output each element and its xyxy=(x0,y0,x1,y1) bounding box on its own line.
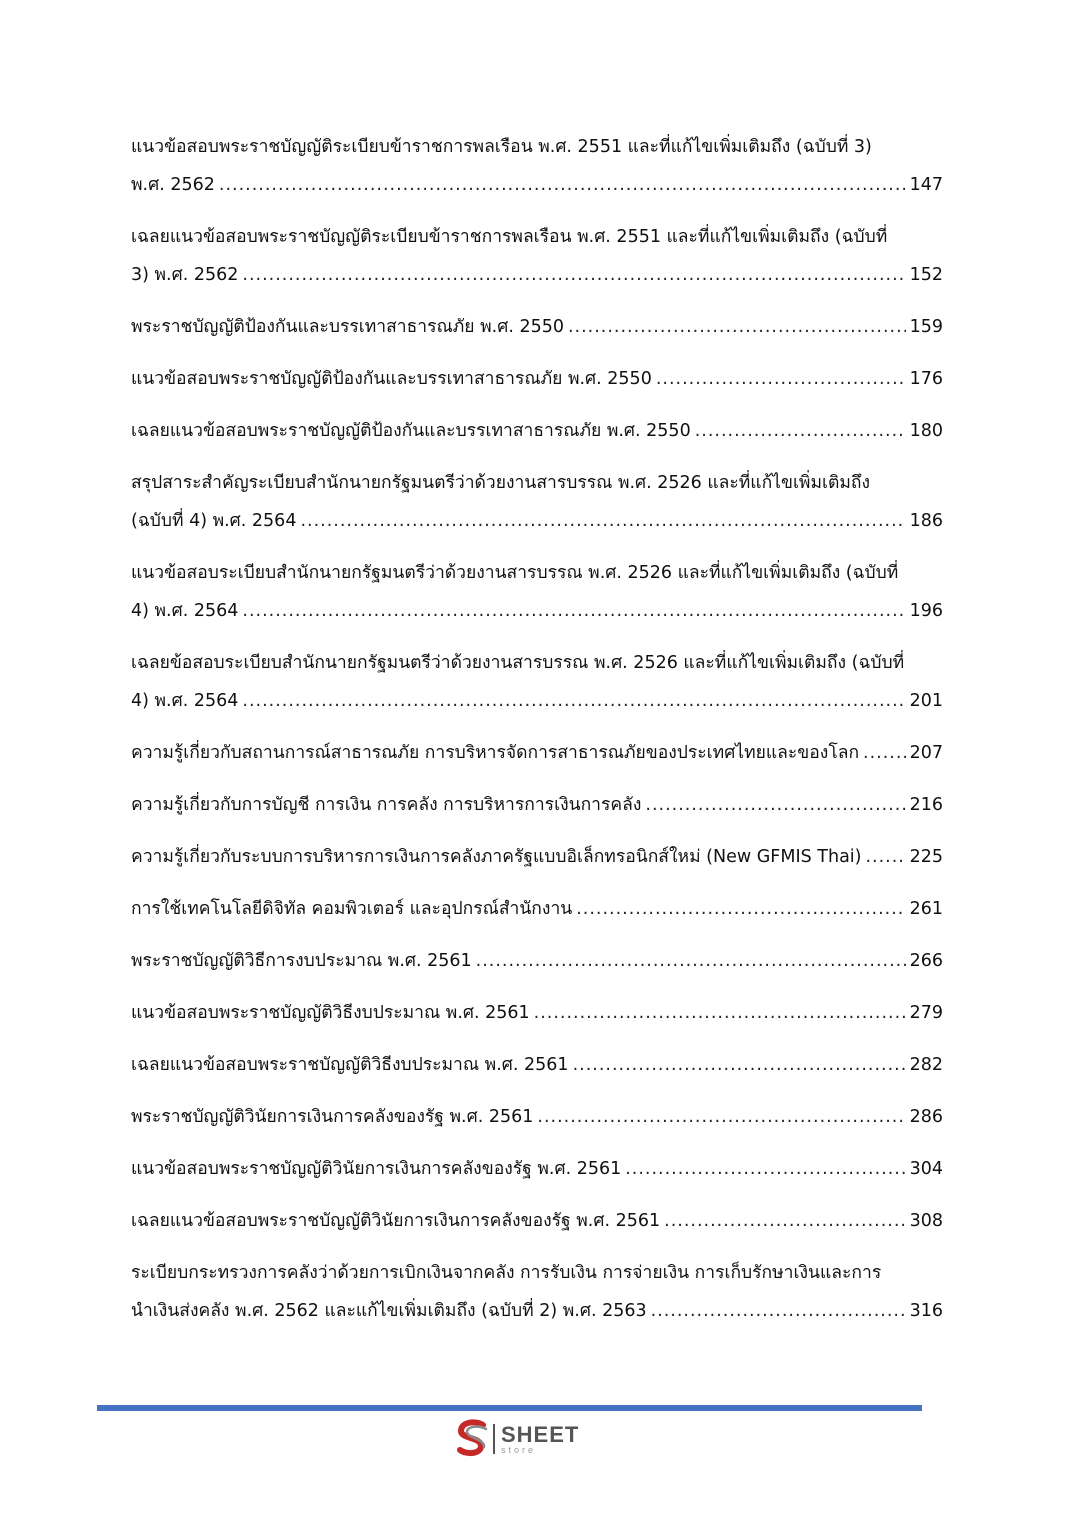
toc-leader-dots xyxy=(651,1292,906,1330)
toc-leader-dots xyxy=(242,682,905,720)
toc-entry-title: แนวข้อสอบพระราชบัญญัติวิธีงบประมาณ พ.ศ. 2561 xyxy=(131,1003,530,1023)
toc-entry[interactable] xyxy=(131,994,943,1032)
toc-entry-title: แนวข้อสอบพระราชบัญญัติวินัยการเงินการคลังของรัฐ พ.ศ. 2561 xyxy=(131,1159,622,1179)
toc-entry[interactable] xyxy=(131,464,943,540)
toc-leader-dots xyxy=(695,412,906,450)
toc-entry-line xyxy=(131,166,943,204)
toc-entry[interactable] xyxy=(131,1254,943,1330)
toc-entry-line xyxy=(131,1202,943,1240)
toc-entry-title: เฉลยแนวข้อสอบพระราชบัญญัติวินัยการเงินการคลังของรัฐ พ.ศ. 2561 xyxy=(131,1211,661,1231)
footer-rule xyxy=(97,1405,922,1411)
toc-entry-line xyxy=(131,682,943,720)
toc-entry[interactable] xyxy=(131,644,943,720)
toc-leader-dots xyxy=(476,942,906,980)
toc-page-number: 225 xyxy=(909,847,943,867)
toc-page-number: 266 xyxy=(909,951,943,971)
toc-entry-title: นำเงินส่งคลัง พ.ศ. 2562 และแก้ไขเพิ่มเติมถึง (ฉบับที่ 2) พ.ศ. 2563 xyxy=(131,1301,647,1321)
toc-page-number: 304 xyxy=(909,1159,943,1179)
logo-text xyxy=(501,1421,580,1455)
toc-entry-line xyxy=(131,1254,943,1292)
toc-page-number: 207 xyxy=(909,743,943,763)
toc-entry[interactable] xyxy=(131,734,943,772)
toc-entry-title: แนวข้อสอบระเบียบสำนักนายกรัฐมนตรีว่าด้วยงานสารบรรณ พ.ศ. 2526 และที่แก้ไขเพิ่มเติมถึง (ฉบับที่ xyxy=(131,563,899,583)
toc-entry-title: พระราชบัญญัติวินัยการเงินการคลังของรัฐ พ.ศ. 2561 xyxy=(131,1107,534,1127)
toc-entry[interactable] xyxy=(131,890,943,928)
toc-entry-title: ความรู้เกี่ยวกับการบัญชี การเงิน การคลัง การบริหารการเงินการคลัง xyxy=(131,795,642,815)
toc-leader-dots xyxy=(656,360,906,398)
toc-entry[interactable] xyxy=(131,1098,943,1136)
toc-entry-title: พระราชบัญญัติวิธีการงบประมาณ พ.ศ. 2561 xyxy=(131,951,472,971)
toc-entry[interactable] xyxy=(131,218,943,294)
toc-leader-dots xyxy=(863,734,906,772)
toc-page-number: 282 xyxy=(909,1055,943,1075)
toc-entry-line xyxy=(131,644,943,682)
toc-entry-line xyxy=(131,464,943,502)
toc-entry-title: แนวข้อสอบพระราชบัญญัติป้องกันและบรรเทาสาธารณภัย พ.ศ. 2550 xyxy=(131,369,652,389)
toc-entry-line xyxy=(131,1046,943,1084)
toc-page-number: 196 xyxy=(909,601,943,621)
toc-leader-dots xyxy=(219,166,906,204)
toc-leader-dots xyxy=(865,838,905,876)
toc-entry-title: เฉลยข้อสอบระเบียบสำนักนายกรัฐมนตรีว่าด้วยงานสารบรรณ พ.ศ. 2526 และที่แก้ไขเพิ่มเติมถึง (ฉบับที่ xyxy=(131,653,905,673)
toc-entry[interactable] xyxy=(131,786,943,824)
toc-leader-dots xyxy=(664,1202,905,1240)
sheet-store-s-logo-icon xyxy=(455,1419,489,1459)
toc-page-number: 147 xyxy=(909,175,943,195)
table-of-contents xyxy=(131,128,943,1344)
toc-leader-dots xyxy=(534,994,906,1032)
toc-entry-title: ความรู้เกี่ยวกับสถานการณ์สาธารณภัย การบริหารจัดการสาธารณภัยของประเทศไทยและของโลก xyxy=(131,743,860,763)
toc-entry-title: การใช้เทคโนโลยีดิจิทัล คอมพิวเตอร์ และอุปกรณ์สำนักงาน xyxy=(131,899,573,919)
toc-page-number: 216 xyxy=(909,795,943,815)
toc-leader-dots xyxy=(242,256,905,294)
toc-entry-line xyxy=(131,502,943,540)
toc-entry-title: 4) พ.ศ. 2564 xyxy=(131,691,239,711)
toc-entry-line xyxy=(131,218,943,256)
toc-page-number: 176 xyxy=(909,369,943,389)
toc-entry[interactable] xyxy=(131,942,943,980)
toc-entry[interactable] xyxy=(131,554,943,630)
toc-entry[interactable] xyxy=(131,360,943,398)
toc-entry-line xyxy=(131,1292,943,1330)
toc-entry[interactable] xyxy=(131,412,943,450)
toc-entry[interactable] xyxy=(131,128,943,204)
toc-entry-line xyxy=(131,592,943,630)
toc-entry[interactable] xyxy=(131,1150,943,1188)
toc-page-number: 286 xyxy=(909,1107,943,1127)
toc-leader-dots xyxy=(242,592,905,630)
toc-page-number: 186 xyxy=(909,511,943,531)
toc-page-number: 316 xyxy=(909,1301,943,1321)
sheet-store-logo xyxy=(455,1418,605,1460)
toc-entry[interactable] xyxy=(131,1202,943,1240)
toc-entry-title: เฉลยแนวข้อสอบพระราชบัญญัติวิธีงบประมาณ พ.ศ. 2561 xyxy=(131,1055,569,1075)
toc-page-number: 279 xyxy=(909,1003,943,1023)
toc-entry-title: แนวข้อสอบพระราชบัญญัติระเบียบข้าราชการพลเรือน พ.ศ. 2551 และที่แก้ไขเพิ่มเติมถึง (ฉบับที่ 3) xyxy=(131,137,872,157)
toc-leader-dots xyxy=(576,890,905,928)
toc-leader-dots xyxy=(645,786,905,824)
toc-page-number: 159 xyxy=(909,317,943,337)
toc-entry-line xyxy=(131,890,943,928)
toc-entry[interactable] xyxy=(131,1046,943,1084)
toc-page-number: 261 xyxy=(909,899,943,919)
toc-entry-line xyxy=(131,308,943,346)
toc-leader-dots xyxy=(573,1046,906,1084)
toc-leader-dots xyxy=(568,308,906,346)
logo-separator xyxy=(493,1424,495,1454)
toc-entry-line xyxy=(131,1098,943,1136)
toc-entry-title: เฉลยแนวข้อสอบพระราชบัญญัติระเบียบข้าราชการพลเรือน พ.ศ. 2551 และที่แก้ไขเพิ่มเติมถึง (ฉบับที่ xyxy=(131,227,888,247)
toc-entry-title: ความรู้เกี่ยวกับระบบการบริหารการเงินการคลังภาครัฐแบบอิเล็กทรอนิกส์ใหม่ (New GFMIS Thai) xyxy=(131,847,862,867)
toc-page-number: 180 xyxy=(909,421,943,441)
toc-entry-line xyxy=(131,994,943,1032)
toc-entry-line xyxy=(131,256,943,294)
toc-entry-line xyxy=(131,128,943,166)
toc-entry-line xyxy=(131,360,943,398)
logo-word: SHEET xyxy=(501,1421,580,1447)
toc-page-number: 152 xyxy=(909,265,943,285)
toc-leader-dots xyxy=(300,502,905,540)
toc-page-number: 201 xyxy=(909,691,943,711)
toc-entry-title: สรุปสาระสำคัญระเบียบสำนักนายกรัฐมนตรีว่าด้วยงานสารบรรณ พ.ศ. 2526 และที่แก้ไขเพิ่มเติมถึง xyxy=(131,473,871,493)
toc-entry[interactable] xyxy=(131,838,943,876)
toc-entry-title: พ.ศ. 2562 xyxy=(131,175,215,195)
toc-entry-title: พระราชบัญญัติป้องกันและบรรเทาสาธารณภัย พ.ศ. 2550 xyxy=(131,317,564,337)
toc-entry-line xyxy=(131,1150,943,1188)
toc-entry-line xyxy=(131,554,943,592)
toc-leader-dots xyxy=(625,1150,905,1188)
toc-entry-title: เฉลยแนวข้อสอบพระราชบัญญัติป้องกันและบรรเทาสาธารณภัย พ.ศ. 2550 xyxy=(131,421,691,441)
toc-entry-line xyxy=(131,838,943,876)
toc-entry[interactable] xyxy=(131,308,943,346)
toc-leader-dots xyxy=(537,1098,905,1136)
logo-subword: store xyxy=(501,1444,537,1455)
toc-entry-line xyxy=(131,412,943,450)
toc-entry-line xyxy=(131,942,943,980)
toc-entry-title: ระเบียบกระทรวงการคลังว่าด้วยการเบิกเงินจากคลัง การรับเงิน การจ่ายเงิน การเก็บรักษาเงินและการ xyxy=(131,1263,882,1283)
toc-entry-title: 3) พ.ศ. 2562 xyxy=(131,265,239,285)
toc-entry-line xyxy=(131,786,943,824)
toc-entry-title: 4) พ.ศ. 2564 xyxy=(131,601,239,621)
toc-entry-line xyxy=(131,734,943,772)
toc-page-number: 308 xyxy=(909,1211,943,1231)
toc-entry-title: (ฉบับที่ 4) พ.ศ. 2564 xyxy=(131,511,297,531)
